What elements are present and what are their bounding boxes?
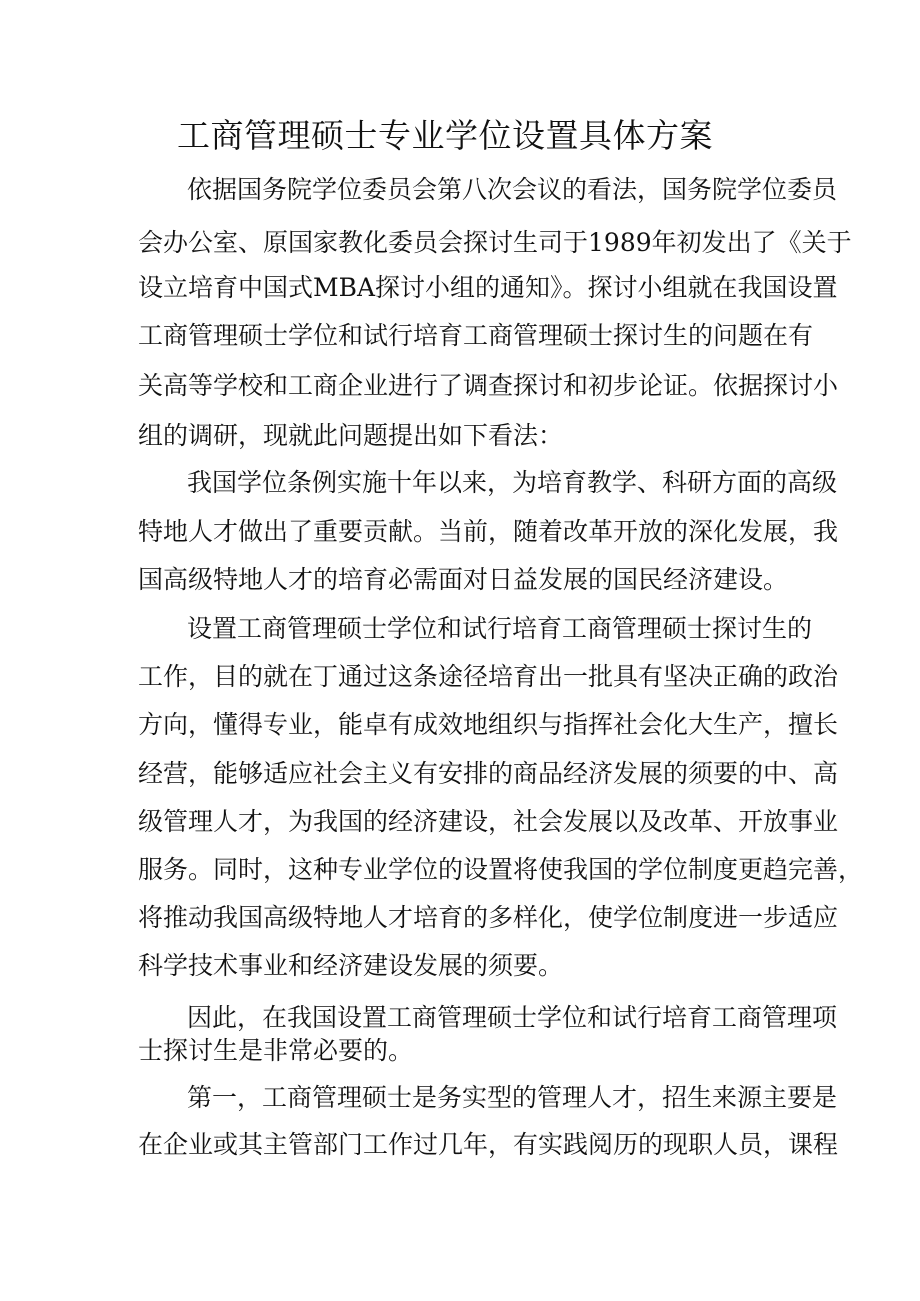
paragraph-1-line-6: 组的调研，现就此问题提出如下看法： xyxy=(138,421,564,450)
paragraph-5-line-1: 第一，工商管理硕士是务实型的管理人才，招生来源主要是 xyxy=(187,1083,838,1112)
paragraph-3-line-6: 服务。同时，这种专业学位的设置将使我国的学位制度更趋完善， xyxy=(138,855,864,884)
paragraph-1-line-4: 工商管理硕士学位和试行培育工商管理硕士探讨生的问题在有 xyxy=(138,321,814,350)
paragraph-2-line-3: 国高级特地人才的培育必需面对日益发展的国民经济建设。 xyxy=(138,565,789,594)
paragraph-1-line-1: 依据国务院学位委员会第八次会议的看法，国务院学位委员 xyxy=(187,175,838,204)
paragraph-1-line-2: 会办公室、原国家教化委员会探讨生司于1989年初发出了《关于 xyxy=(138,228,852,257)
paragraph-4-line-1: 因此，在我国设置工商管理硕士学位和试行培育工商管理项 xyxy=(187,1003,838,1032)
paragraph-3-line-7: 将推动我国高级特地人才培育的多样化，使学位制度进一步适应 xyxy=(138,903,839,932)
paragraph-3-line-5: 级管理人才，为我国的经济建设，社会发展以及改革、开放事业 xyxy=(138,807,839,836)
paragraph-1-line-3: 设立培育中国式MBA探讨小组的通知》。探讨小组就在我国设置 xyxy=(138,273,838,302)
paragraph-3-line-8: 科学技术事业和经济建设发展的须要。 xyxy=(138,951,564,980)
paragraph-5-line-2: 在企业或其主管部门工作过几年，有实践阅历的现职人员，课程 xyxy=(138,1130,839,1159)
paragraph-3-line-2: 工作，目的就在丁通过这条途径培育出一批具有坚决正确的政治 xyxy=(138,662,839,691)
paragraph-2-line-1: 我国学位条例实施十年以来，为培育教学、科研方面的高级 xyxy=(187,468,838,497)
paragraph-1-line-5: 关高等学校和工商企业进行了调查探讨和初步论证。依据探讨小 xyxy=(138,371,839,400)
paragraph-3-line-4: 经营，能够适应社会主义有安排的商品经济发展的须要的中、高 xyxy=(138,759,839,788)
paragraph-3-line-3: 方向，懂得专业，能卓有成效地组织与指挥社会化大生产，擅长 xyxy=(138,710,839,739)
paragraph-2-line-2: 特地人才做出了重要贡献。当前，随着改革开放的深化发展，我 xyxy=(138,517,839,546)
paragraph-3-line-1: 设置工商管理硕士学位和试行培育工商管理硕士探讨生的 xyxy=(187,614,813,643)
paragraph-4-line-2: 士探讨生是非常必要的。 xyxy=(138,1036,414,1065)
document-title: 工商管理硕士专业学位设置具体方案 xyxy=(177,116,713,155)
